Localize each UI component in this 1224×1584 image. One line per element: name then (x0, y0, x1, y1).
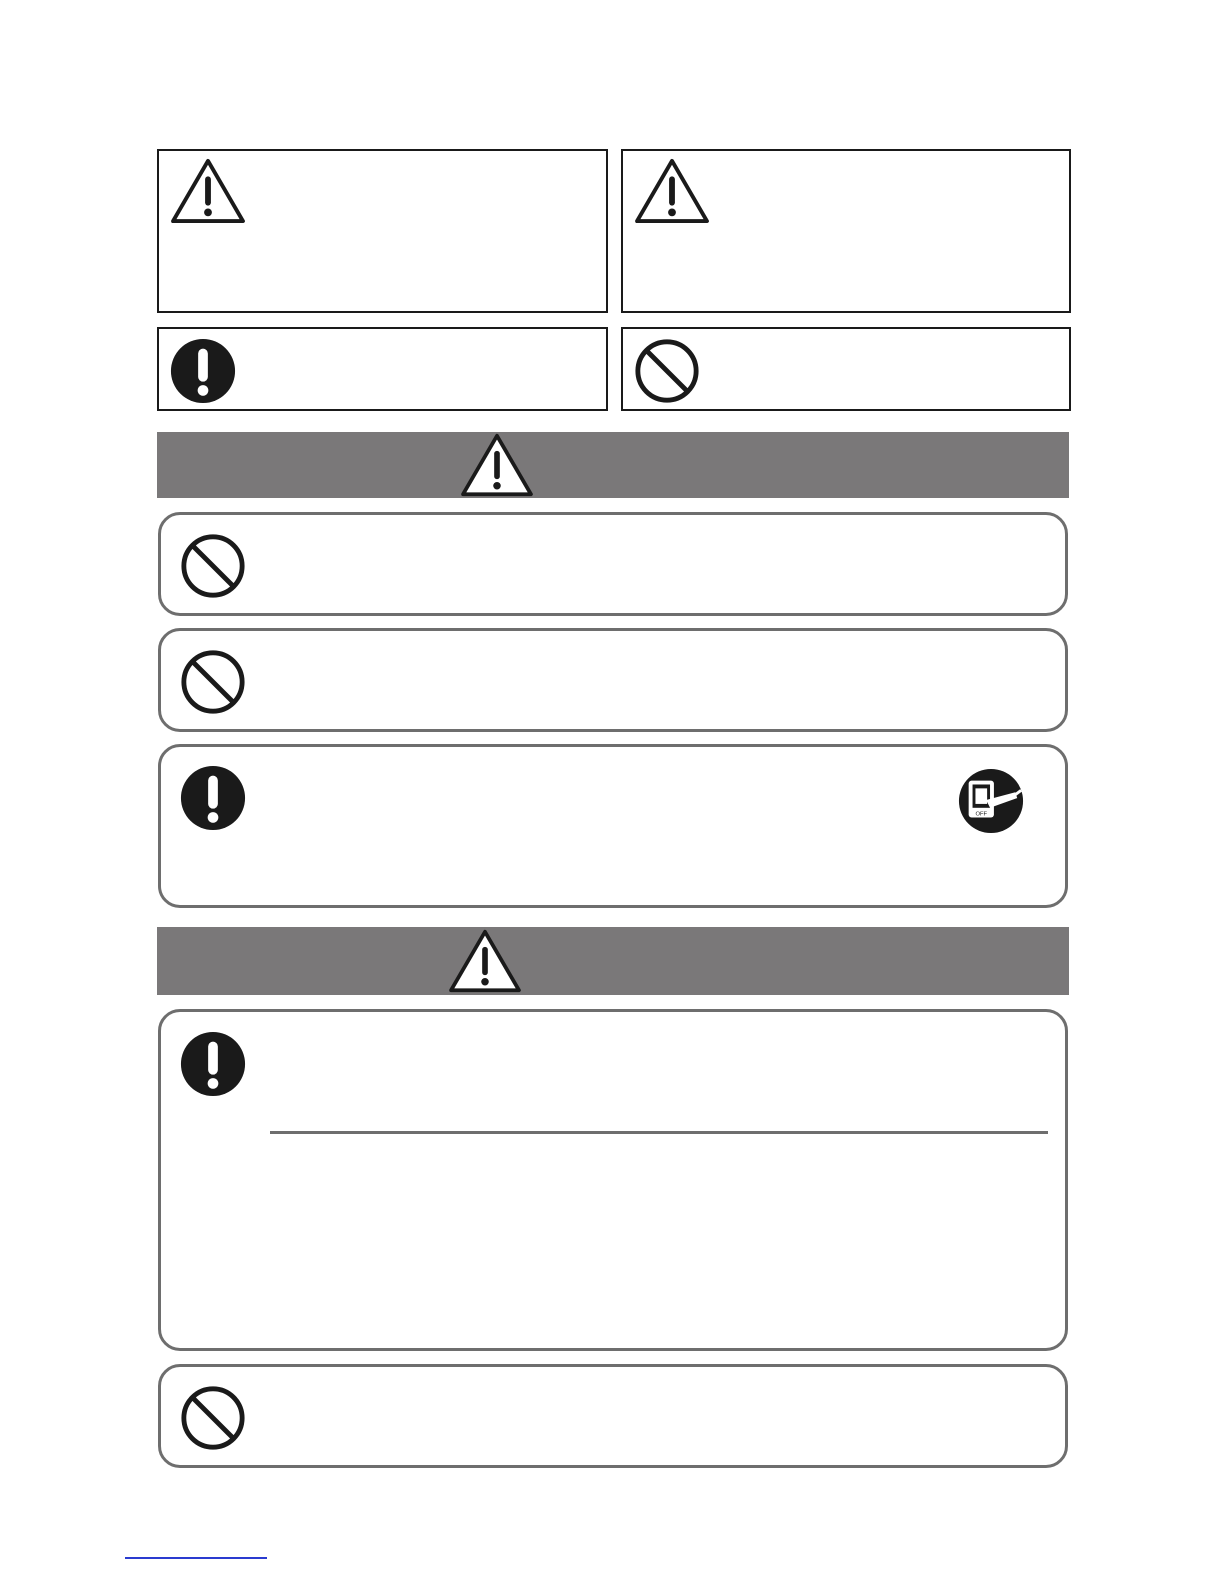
warning-section-banner (157, 432, 1069, 498)
prohibited-icon (179, 648, 247, 716)
mandatory-action-icon (179, 764, 247, 832)
power-switch-off-icon (957, 767, 1025, 835)
legend-mandatory-box (157, 327, 608, 411)
prohibited-icon (179, 1384, 247, 1452)
prohibited-icon (179, 532, 247, 600)
caution-item-2 (158, 1364, 1068, 1468)
caution-triangle-icon (633, 157, 711, 225)
legend-caution-box (621, 149, 1071, 313)
warning-item-2 (158, 628, 1068, 732)
legend-prohibited-box (621, 327, 1071, 411)
warning-item-1 (158, 512, 1068, 616)
legend-warning-box (157, 149, 608, 313)
prohibited-icon (633, 337, 701, 405)
mandatory-action-icon (179, 1030, 247, 1098)
warning-item-3 (158, 744, 1068, 908)
off-label: OFF (975, 811, 988, 818)
warning-triangle-icon (169, 157, 247, 225)
caution-item-1 (158, 1009, 1068, 1351)
section-divider (270, 1131, 1048, 1134)
footer-link-underline (125, 1557, 267, 1559)
caution-section-banner (157, 927, 1069, 995)
warning-triangle-icon (459, 432, 535, 498)
caution-triangle-icon (447, 928, 523, 994)
mandatory-action-icon (169, 337, 237, 405)
